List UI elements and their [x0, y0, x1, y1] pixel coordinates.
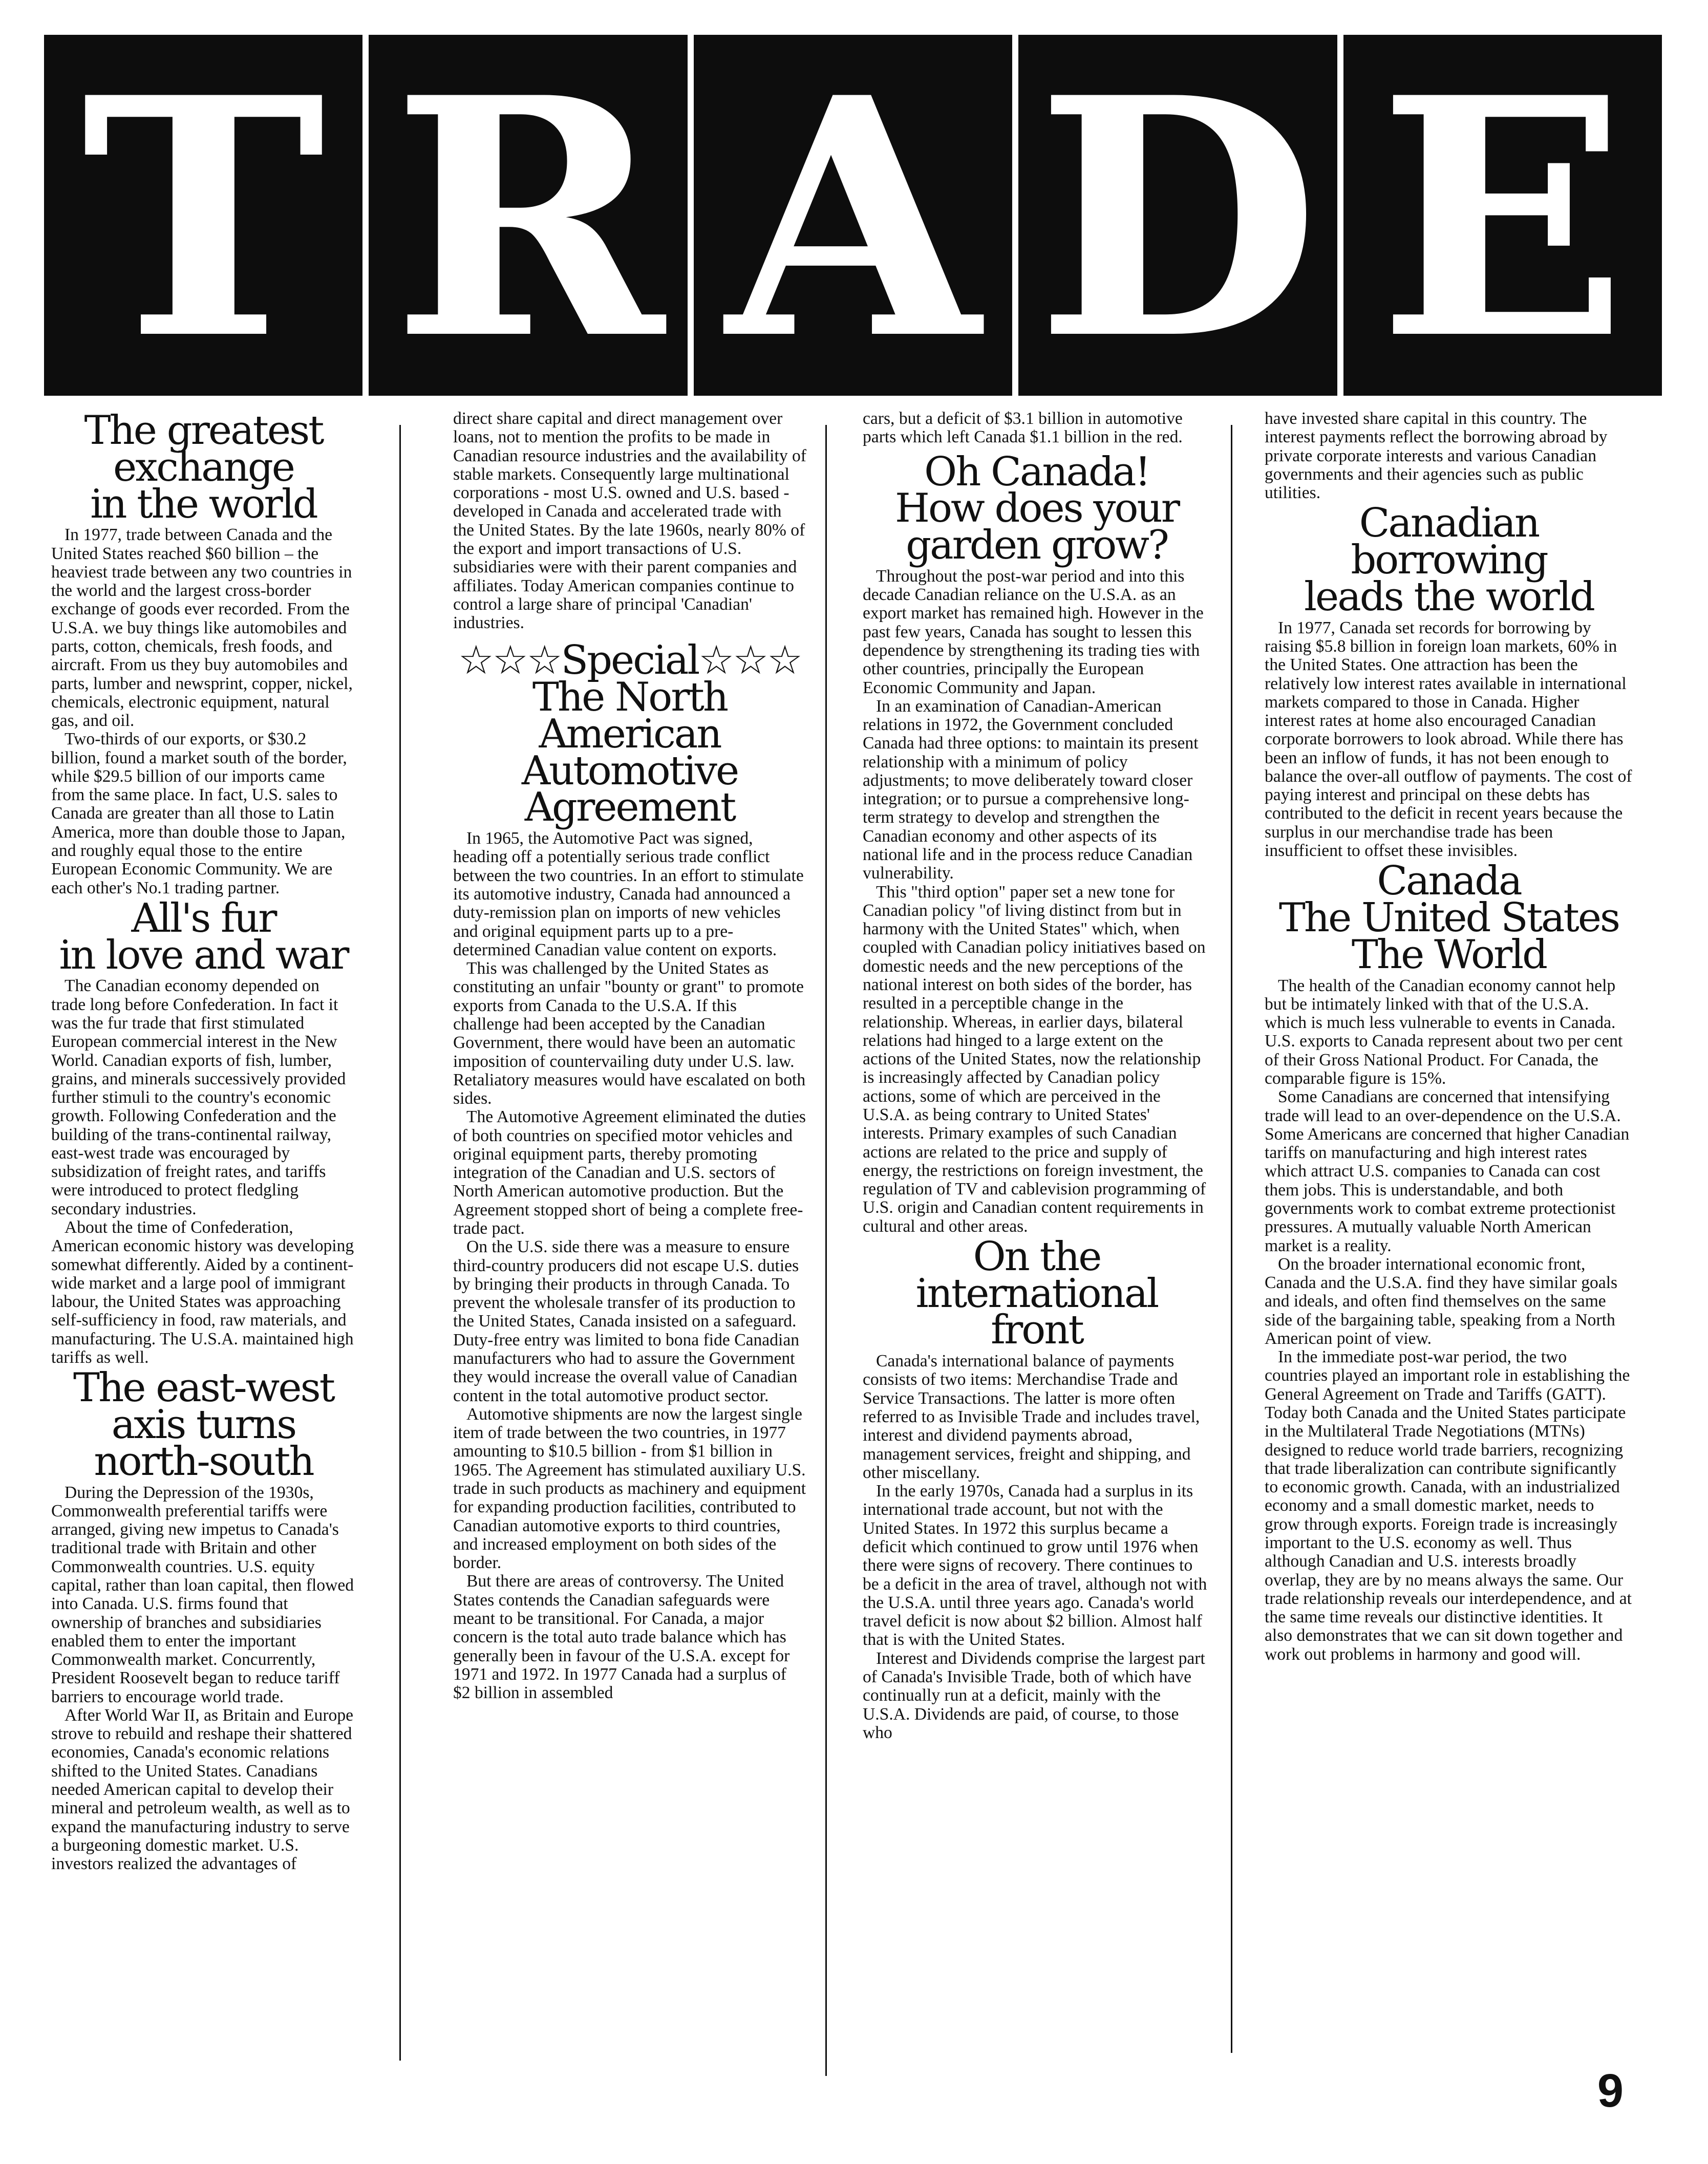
heading-line: exchange: [113, 444, 294, 490]
page-number: 9: [1597, 2065, 1624, 2117]
paragraph: In 1977, trade between Canada and the United States reached $60 billion – the heaviest trade between any two countries in the world and the largest cross-border exchange of goods ever recorded. From the U.S.A. we buy things like automobiles and parts, cotton, chemicals, fresh foods, and aircraft. From us they buy automobiles and parts, lumber and newsprint, copper, nickel, chemicals, electronic equipment, natural gas, and oil.: [51, 525, 353, 731]
heading-line: international: [915, 1270, 1158, 1317]
heading-line: in the world: [90, 481, 317, 527]
heading-line: ☆☆☆Special☆☆☆: [458, 637, 802, 684]
heading-line: leads the world: [1304, 573, 1594, 620]
heading-line: The United States: [1278, 895, 1619, 941]
heading-line: Canada: [1377, 858, 1521, 905]
paragraph: have invested share capital in this country. The interest payments reflect the borrowing abroad by private corporate interests and various Canadian governments and their agencies such as public utilities.: [1265, 410, 1608, 503]
column-1: [51, 410, 356, 2068]
banner-tile-e: [1343, 35, 1662, 396]
paragraph: This was challenged by the United States as constituting an unfair "bounty or grant" to promote exports from Canada to the U.S.A. If this challenge had been accepted by the Canadian Government, there would have been an automatic imposition of countervailing duty under U.S. law. Retaliatory measures would have escalated on both sides.: [453, 959, 806, 1108]
paragraph: This "third option" paper set a new tone for Canadian policy "of living distinct from but in harmony with the United States" which, when coupled with Canadian policy initiatives based on domestic needs and the new perceptions of the national interest on both sides of the border, has resulted in a perceptible change in the relationship. Whereas, in earlier days, bilateral relations had hinged to a large extent on the actions of the United States, now the relationship is increasingly affected by Canadian policy actions, some of which are perceived in the U.S.A. as being contrary to United States' interests. Primary examples of such Canadian actions are related to the price and supply of energy, the restrictions on foreign investment, the regulation of TV and cablevision programming of U.S. origin and Canadian content requirements in cultural and other areas.: [863, 882, 1206, 1236]
banner-letter: A: [725, 35, 980, 396]
heading-line: in love and war: [59, 932, 348, 978]
section-heading: [1265, 858, 1633, 978]
heading-line: American: [539, 711, 721, 757]
heading-line: The east-west: [73, 1365, 334, 1411]
paragraph: But there are areas of controversy. The United States contends the Canadian safeguards were meant to be transitional. For Canada, a major concern is the total auto trade balance which has generally been in favour of the U.S.A. except for 1971 and 1972. In 1977 Canada had a surplus of $2 billion in assembled: [453, 1572, 790, 1703]
paragraph: Automotive shipments are now the largest single item of trade between the two countries, in 1977 amounting to $10.5 billion - from $1 billion in 1965. The Agreement has stimulated auxiliary U.S. trade in such products as machinery and equipment for expanding production facilities, contributed to Canadian automotive exports to third countries, and increased employment on both sides of the border.: [453, 1404, 806, 1573]
paragraph: The Canadian economy depended on trade long before Confederation. In fact it was the fur trade that first stimulated European commercial interest in the New World. Canadian exports of fish, lumber, grains, and minerals successively provided further stimuli to the country's economic growth. Following Confederation and the building of the trans-continental railway, east-west trade was encouraged by subsidization of freight rates, and tariffs were introduced to protect fledgling secondary industries.: [51, 976, 346, 1218]
paragraph: direct share capital and direct management over loans, not to mention the profits to be made in Canadian resource industries and the availability of stable markets. Consequently large multinational corporations - most U.S. owned and U.S. based - developed in Canada and accelerated trade with the United States. By the late 1960s, nearly 80% of the export and import transactions of U.S. subsidiaries were with their parent companies and affiliates. Today American companies continue to control a large share of principal 'Canadian' industries.: [453, 410, 806, 633]
column-2: [453, 410, 806, 2068]
section-heading: [863, 448, 1211, 569]
column-3: [863, 410, 1211, 2068]
heading-line: All's fur: [131, 895, 276, 941]
heading-line: Oh Canada!: [924, 448, 1149, 495]
paragraph: cars, but a deficit of $3.1 billion in automotive parts which left Canada $1.1 billion in the red.: [863, 410, 1183, 447]
banner-tile-t: [44, 35, 362, 396]
heading-line: north-south: [94, 1438, 313, 1485]
banner-letter: E: [1377, 35, 1628, 396]
column-4: [1265, 410, 1633, 2068]
paragraph: The Automotive Agreement eliminated the duties of both countries on specified motor vehicles and original equipment parts, thereby promoting integration of the Canadian and U.S. sectors of North American automotive production. But the Agreement stopped short of being a complete free-trade pact.: [453, 1107, 806, 1238]
paragraph: Canada's international balance of payments consists of two items: Merchandise Trade and Service Transactions. The latter is more often referred to as Invisible Trade and includes travel, interest and dividend payments abroad, management services, freight and shipping, and other miscellany.: [863, 1352, 1200, 1482]
banner-tile-a: [694, 35, 1012, 396]
banner-letter: D: [1035, 35, 1320, 396]
heading-line: axis turns: [111, 1402, 296, 1448]
banner-letter: R: [392, 35, 665, 396]
heading-line: garden grow?: [906, 522, 1168, 569]
heading-line: borrowing: [1351, 537, 1547, 584]
section-heading: [453, 637, 806, 831]
section-heading: [51, 410, 356, 527]
paragraph: In an examination of Canadian-American relations in 1972, the Government concluded Canada had three options: to maintain its present relationship with a minimum of policy adjustments; to move deliberately toward closer integration; or to pursue a comprehensive long-term strategy to develop and strengthen the Canadian economy and other aspects of its national life and in the process reduce Canadian vulnerability.: [863, 696, 1199, 883]
paragraph: In 1965, the Automotive Pact was signed, heading off a potentially serious trade conflict between the two countries. In an effort to stimulate its automotive industry, Canada had announced a duty-remission plan on imports of new vehicles and original equipment parts up to a pre-determined Canadian value content on exports.: [453, 829, 804, 959]
section-heading: [51, 1365, 356, 1485]
heading-line: Canadian: [1359, 500, 1539, 547]
paragraph: In the immediate post-war period, the two countries played an important role in establishing the General Agreement on Trade and Tariffs (GATT). Today both Canada and the United States participate in the Multilateral Trade Negotiations (MTNs) designed to reduce world trade barriers, recognizing that trade liberalization can contribute significantly to economic growth. Canada, with an industrialized economy and a small domestic market, needs to grow through exports. Foreign trade is increasingly important to the U.S. economy as well. Thus although Canadian and U.S. interests broadly overlap, they are by no means always the same. Our trade relationship reveals our interdependence, and at the same time reveals our distinctive identities. It also demonstrates that we can sit down together and work out problems in harmony and good will.: [1265, 1347, 1632, 1664]
heading-line: On the: [973, 1233, 1101, 1280]
paragraph: On the U.S. side there was a measure to ensure third-country producers did not escape U.S. duties by bringing their products in through Canada. To prevent the wholesale transfer of its production to the United States, Canada insisted on a safeguard. Duty-free entry was limited to bona fide Canadian manufacturers who had to assure the Government they would increase the overall value of Canadian content in the total automotive product sector.: [453, 1237, 800, 1405]
paragraph: In the early 1970s, Canada had a surplus in its international trade account, but not with the United States. In 1972 this surplus became a deficit which continued to grow until 1976 when there were signs of recovery. There continues to be a deficit in the area of travel, although not with the U.S.A. until three years ago. Canada's world travel deficit is now about $2 billion. Almost half that is with the United States.: [863, 1482, 1207, 1649]
paragraph: About the time of Confederation, American economic history was developing somewhat differently. Aided by a continent-wide market and a large pool of immigrant labour, the United States was approaching self-sufficiency in food, raw materials, and manufacturing. The U.S.A. maintained high tariffs as well.: [51, 1218, 354, 1367]
section-heading: [51, 895, 356, 978]
paragraph: The health of the Canadian economy cannot help but be intimately linked with that of the U.S.A. which is much less vulnerable to events in Canada. U.S. exports to Canada represent about two per cent of their Gross National Product. For Canada, the comparable figure is 15%.: [1265, 976, 1623, 1088]
paragraph: Throughout the post-war period and into this decade Canadian reliance on the U.S.A. as an export market has remained high. However in the past few years, Canada has sought to lessen this dependence by strengthening its trading ties with other countries, principally the European Economic Community and Japan.: [863, 566, 1204, 697]
paragraph: After World War II, as Britain and Europe strove to rebuild and reshape their shattered economies, Canada's economic relations shifted to the United States. Canadians needed American capital to develop their mineral and petroleum wealth, as well as to expand the manufacturing industry to serve a burgeoning domestic market. U.S. investors realized the advantages of: [51, 1705, 354, 1874]
heading-line: front: [991, 1307, 1083, 1354]
banner-tile-d: [1018, 35, 1337, 396]
heading-line: The World: [1351, 931, 1547, 978]
article-columns: [0, 410, 1708, 2089]
heading-line: How does your: [895, 485, 1179, 532]
paragraph: Some Canadians are concerned that intensifying trade will lead to an over-dependence on the U.S.A. Some Americans are concerned that higher Canadian tariffs on manufacturing and high interest rates which attract U.S. companies to Canada can cost them jobs. This is understandable, and both governments work to combat extreme protectionist pressures. A mutually valuable North American market is a reality.: [1265, 1087, 1630, 1255]
heading-line: The greatest: [84, 410, 323, 454]
section-heading: [1265, 500, 1633, 620]
paragraph: Interest and Dividends comprise the largest part of Canada's Invisible Trade, both of which have continually run at a deficit, mainly with the U.S.A. Dividends are paid, of course, to those who: [863, 1648, 1205, 1742]
paragraph: Two-thirds of our exports, or $30.2 billion, found a market south of the border, while $29.5 billion of our imports came from the same place. In fact, U.S. sales to Canada are greater than all those to Latin America, more than double those to Japan, and roughly equal those to the entire European Economic Community. We are each other's No.1 trading partner.: [51, 730, 347, 897]
heading-line: The North: [532, 674, 728, 721]
heading-line: Automotive: [521, 747, 738, 794]
paragraph: During the Depression of the 1930s, Commonwealth preferential tariffs were arranged, giving new impetus to Canada's traditional trade with Britain and other Commonwealth countries. U.S. equity capital, rather than loan capital, then flowed into Canada. U.S. firms found that ownership of branches and subsidiaries enabled them to enter the important Commonwealth market. Concurrently, President Roosevelt began to reduce tariff barriers to encourage world trade.: [51, 1483, 354, 1706]
section-heading: [863, 1233, 1211, 1354]
trade-banner: [44, 35, 1662, 396]
banner-tile-r: [369, 35, 687, 396]
heading-line: Agreement: [524, 784, 735, 831]
banner-letter: T: [81, 35, 326, 396]
paragraph: On the broader international economic front, Canada and the U.S.A. find they have similar goals and ideals, and often find themselves on the same side of the bargaining table, speaking from a North American point of view.: [1265, 1254, 1618, 1348]
paragraph: In 1977, Canada set records for borrowing by raising $5.8 billion in foreign loan markets, 60% in the United States. One attraction has been the relatively low interest rates available in international markets compared to those in Canada. Higher interest rates at home also encouraged Canadian corporate borrowers to look abroad. While there has been an inflow of funds, it has not been enough to balance the over-all outflow of payments. The cost of paying interest and principal on these debts has contributed to the deficit in recent years because the surplus in our merchandise trade has been insufficient to offset these invisibles.: [1265, 618, 1632, 861]
